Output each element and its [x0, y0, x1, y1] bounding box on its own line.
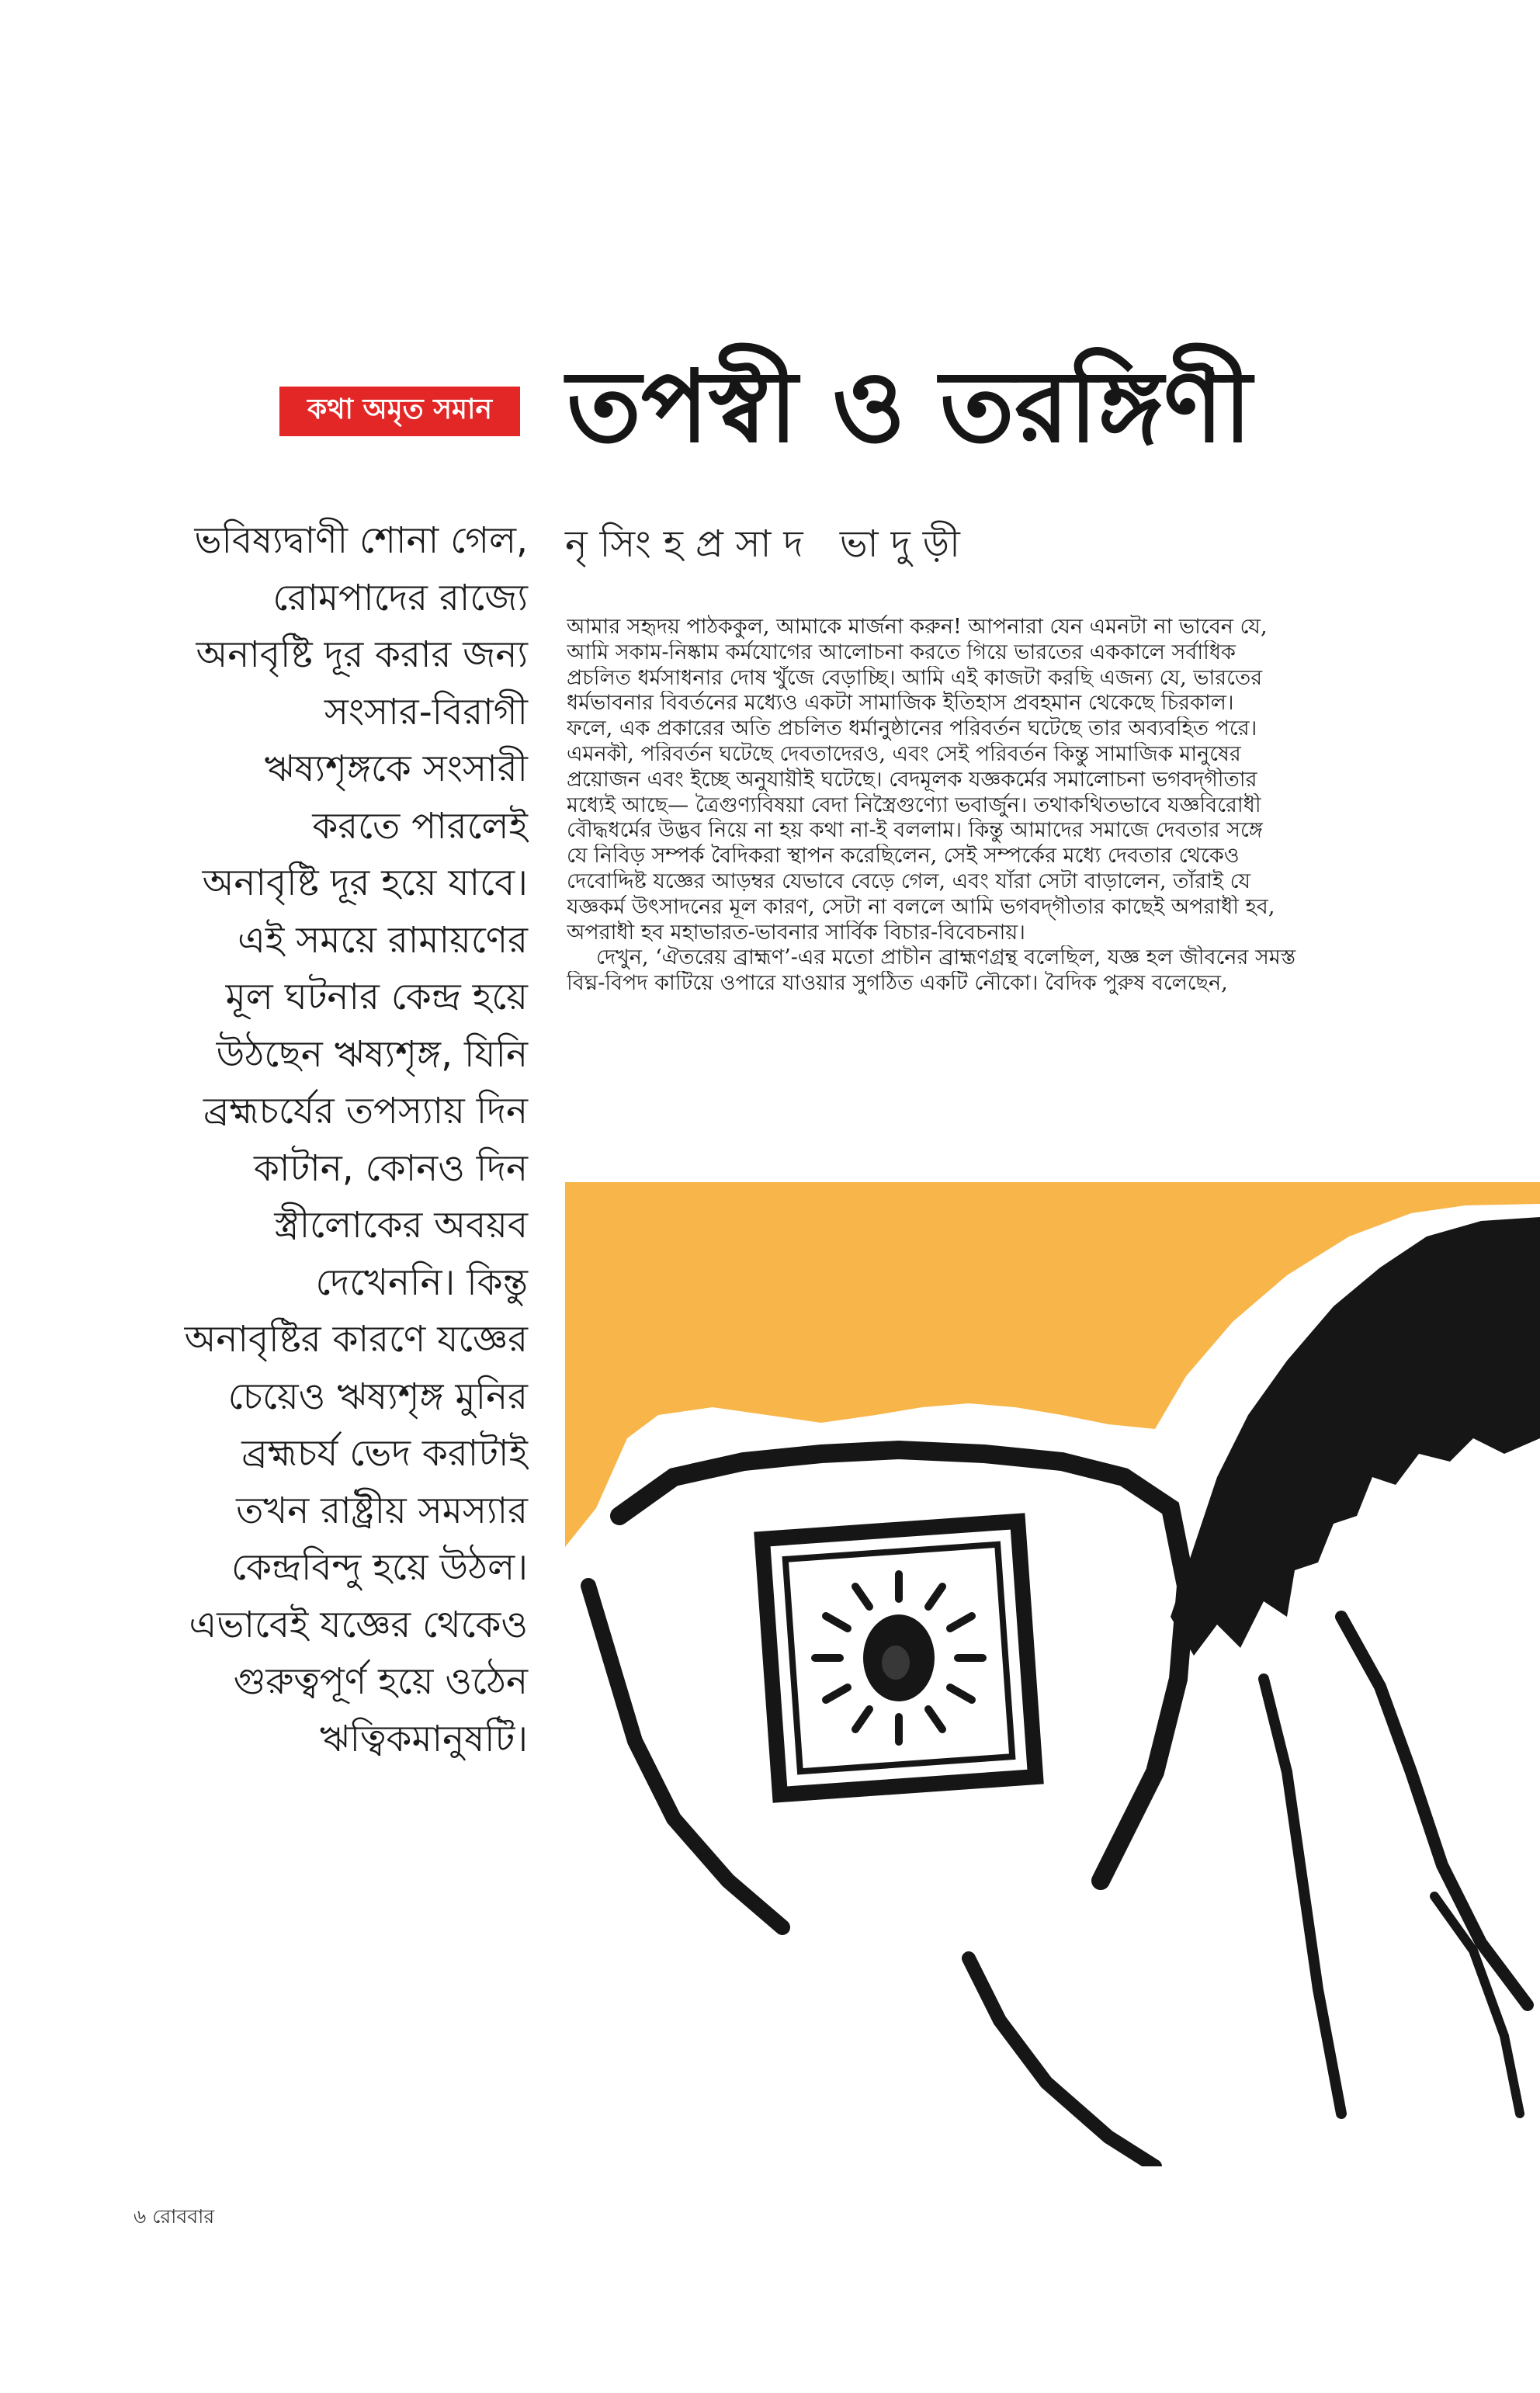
body-line: অপরাধী হব মহাভারত-ভাবনার সার্বিক বিচার-বিবেচনায়।	[567, 920, 1025, 945]
body-line: মধ্যেই আছে— ত্রৈগুণ্যবিষয়া বেদা নিস্ত্রৈগুণ্যো ভবার্জুন। তথাকথিতভাবে যজ্ঞবিরোধী	[567, 792, 1261, 817]
article-body	[567, 615, 1526, 997]
pull-quote-line: এই সময়ে রামায়ণের	[238, 918, 528, 962]
body-line: প্রচলিত ধর্মসাধনার দোষ খুঁজে বেড়াচ্ছি। আমি এই কাজটা করছি এজন্য যে, ভারতের	[567, 665, 1263, 690]
pull-quote-line: মূল ঘটনার কেন্দ্র হয়ে	[225, 976, 528, 1018]
pull-quote-line: অনাবৃষ্টি দূর হয়ে যাবে।	[202, 862, 528, 904]
body-line: দেবোদ্দিষ্ট যজ্ঞের আড়ম্বর যেভাবে বেড়ে গেল, এবং যাঁরা সেটা বাড়ালেন, তাঁরাই যে	[567, 869, 1251, 893]
column-tag: কথা অমৃত সমান	[279, 387, 520, 436]
body-line: ধর্মভাবনার বিবর্তনের মধ্যেও একটা সামাজিক ইতিহাস প্রবহমান থেকেছে চিরকাল।	[567, 691, 1234, 716]
page-folio: ৬ রোববার	[134, 2205, 215, 2228]
pull-quote-line: ব্রহ্মচর্য ভেদ করাটাই	[241, 1432, 528, 1475]
pull-quote-line: রোমপাদের রাজ্যে	[272, 576, 528, 619]
body-line: যে নিবিড় সম্পর্ক বৈদিকরা স্থাপন করেছিলেন, সেই সম্পর্কের মধ্যে দেবতার থেকেও	[567, 844, 1240, 869]
pull-quote-line: করতে পারলেই	[312, 804, 528, 848]
body-line: আমার সহৃদয় পাঠককুল, আমাকে মার্জনা করুন! আপনারা যেন এমনটা না ভাবেন যে,	[567, 615, 1268, 639]
pull-quote-line: ব্রহ্মচর্যের তপস্যায় দিন	[203, 1090, 528, 1132]
pull-quote	[116, 512, 528, 1767]
author-byline: নৃসিংহপ্রসাদ ভাদুড়ী	[565, 522, 973, 566]
pull-quote-line: উঠছেন ঋষ্যশৃঙ্গ, যিনি	[216, 1032, 528, 1076]
pull-quote-line: চেয়েও ঋষ্যশৃঙ্গ মুনির	[227, 1375, 528, 1418]
pull-quote-line: ভবিষ্যদ্বাণী শোনা গেল,	[194, 519, 528, 562]
pull-quote-line: অনাবৃষ্টির কারণে যজ্ঞের	[184, 1318, 528, 1361]
pull-quote-line: কাটান, কোনও দিন	[253, 1146, 528, 1190]
pull-quote-line: দেখেননি। কিন্তু	[315, 1261, 528, 1304]
body-line: বিঘ্ন-বিপদ কাটিয়ে ওপারে যাওয়ার সুগঠিত একটি নৌকো। বৈদিক পুরুষ বলেছেন,	[567, 971, 1228, 996]
body-line: দেখুন, ‘ঐতরেয় ব্রাহ্মণ’-এর মতো প্রাচীন ব্রাহ্মণগ্রন্থ বলেছিল, যজ্ঞ হল জীবনের সমস্ত	[596, 945, 1296, 970]
pull-quote-line: কেন্দ্রবিন্দু হয়ে উঠল।	[231, 1546, 528, 1589]
pull-quote-line: ঋত্বিকমানুষটি।	[319, 1717, 528, 1760]
body-line: ফলে, এক প্রকারের অতি প্রচলিত ধর্মানুষ্ঠানের পরিবর্তন ঘটেছে তার অব্যবহিত পরে।	[567, 716, 1257, 741]
illustration	[565, 1182, 1540, 2166]
body-line: প্রয়োজন এবং ইচ্ছে অনুযায়ীই ঘটেছে। বেদমূলক যজ্ঞকর্মের সমালোচনা ভগবদ্‌গীতার	[567, 767, 1257, 792]
pull-quote-line: এভাবেই যজ্ঞের থেকেও	[189, 1603, 528, 1646]
pull-quote-line: স্ত্রীলোকের অবয়ব	[274, 1204, 528, 1247]
body-line: আমি সকাম-নিষ্কাম কর্মযোগের আলোচনা করতে গিয়ে ভারতের এককালে সর্বাধিক	[567, 640, 1236, 664]
pull-quote-line: সংসার-বিরাগী	[324, 690, 528, 734]
body-line: যজ্ঞকর্ম উৎসাদনের মূল কারণ, সেটা না বললে আমি ভগবদ্‌গীতার কাছেই অপরাধী হব,	[567, 894, 1275, 919]
body-line: বৌদ্ধধর্মের উদ্ভব নিয়ে না হয় কথা না-ই বললাম। কিন্তু আমাদের সমাজে দেবতার সঙ্গে	[567, 818, 1263, 843]
pull-quote-line: তখন রাষ্ট্রীয় সমস্যার	[236, 1489, 528, 1532]
body-line: এমনকী, পরিবর্তন ঘটেছে দেবতাদেরও, এবং সেই পরিবর্তন কিন্তু সামাজিক মানুষের	[567, 741, 1241, 766]
pull-quote-line: অনাবৃষ্টি দূর করার জন্য	[196, 633, 528, 676]
pull-quote-line: ঋষ্যশৃঙ্গকে সংসারী	[264, 747, 528, 790]
article-title: তপস্বী ও তরঙ্গিণী	[567, 349, 1252, 465]
pull-quote-line: গুরুত্বপূর্ণ হয়ে ওঠেন	[233, 1660, 528, 1703]
